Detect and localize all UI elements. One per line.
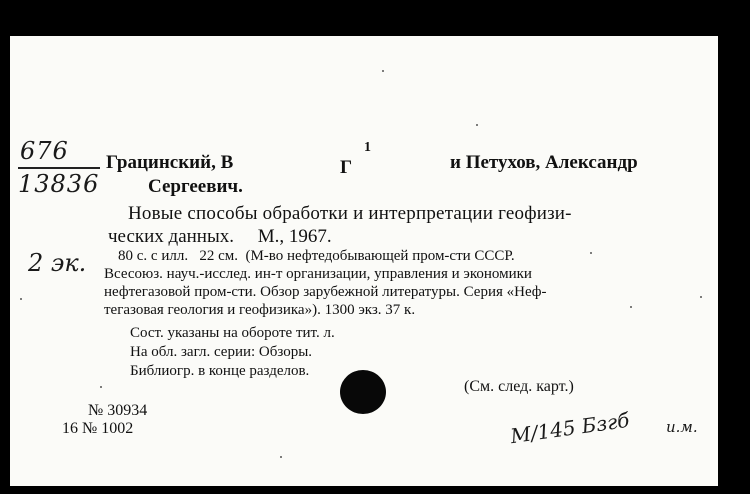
handwritten-copies: 2 эк. <box>28 249 87 277</box>
author-surname: Грацинский, В <box>106 152 234 173</box>
description-line-4: тегазовая геология и геофизика»). 1300 экз. 37 к. <box>104 302 416 318</box>
handwritten-mark: и.м. <box>666 418 698 436</box>
coauthor: и Петухов, Александр <box>450 152 638 173</box>
call-number-top: 676 <box>20 137 69 165</box>
call-number-divider <box>18 167 100 169</box>
title-line-1: Новые способы обработки и интерпретации геофизи- <box>128 203 572 224</box>
description-line-2: Всесоюз. науч.-исслед. ин-т организации, управления и экономики <box>104 266 532 282</box>
continued-note: (См. след. карт.) <box>464 378 574 395</box>
author-initial: Г <box>340 157 353 178</box>
speck <box>20 298 22 300</box>
note-bibliography: Библиогр. в конце разделов. <box>130 363 310 379</box>
order-number: 16 № 1002 <box>62 420 134 437</box>
author-initial-superscript: 1 <box>364 140 371 155</box>
speck <box>100 386 102 388</box>
speck <box>630 306 632 308</box>
description-line-3: нефтегазовой пром-сти. Обзор зарубежной литературы. Серия «Неф- <box>104 284 547 300</box>
title-line-2: ческих данных. М., 1967. <box>108 226 332 247</box>
speck <box>700 296 702 298</box>
inventory-number: № 30934 <box>88 402 148 419</box>
note-compilers: Сост. указаны на обороте тит. л. <box>130 325 335 341</box>
speck <box>590 252 592 254</box>
handwritten-signature: М/145 Бзгб <box>508 407 631 449</box>
author-patronymic: Сергеевич. <box>148 176 243 197</box>
speck <box>280 456 282 458</box>
punch-hole <box>340 370 386 414</box>
note-series-title: На обл. загл. серии: Обзоры. <box>130 344 313 360</box>
catalog-card <box>10 36 718 486</box>
description-line-1: 80 с. с илл. 22 см. (М-во нефтедобывающей пром-сти СССР. <box>118 248 515 264</box>
call-number-bottom: 13836 <box>18 170 100 198</box>
speck <box>476 124 478 126</box>
speck <box>382 70 384 72</box>
